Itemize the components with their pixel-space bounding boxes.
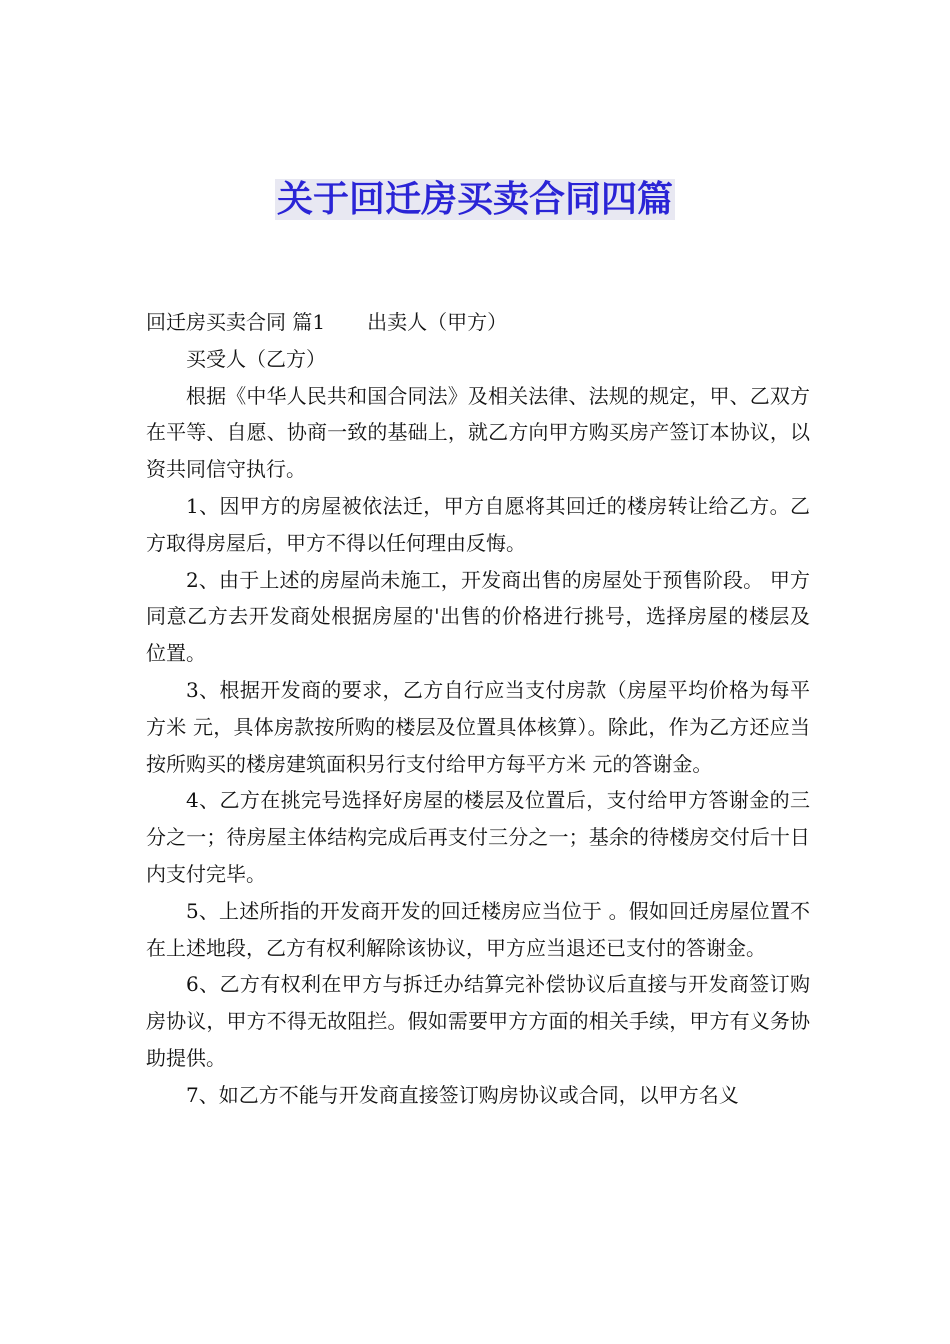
- clause-1: 1、因甲方的房屋被依法迁，甲方自愿将其回迁的楼房转让给乙方。乙方取得房屋后，甲方不得以任何理由反悔。: [146, 493, 810, 555]
- section-heading: 回迁房买卖合同 篇1: [146, 310, 326, 334]
- clause-4: 4、乙方在挑完号选择好房屋的楼层及位置后，支付给甲方答谢金的三分之一；待房屋主体结构完成后再支付三分之一；基余的待楼房交付后十日内支付完毕。: [146, 788, 810, 886]
- clause-5: 5、上述所指的开发商开发的回迁楼房应当位于 。假如回迁房屋位置不在上述地段，乙方有权利解除该协议，甲方应当退还已支付的答谢金。: [146, 898, 810, 960]
- document-title-text: 关于回迁房买卖合同四篇: [276, 179, 673, 220]
- buyer-label: 买受人（乙方）: [186, 346, 326, 371]
- section-heading-line: [146, 304, 810, 341]
- document-body: [146, 304, 810, 1114]
- seller-label: 出卖人（甲方）: [367, 310, 508, 334]
- clause-3: 3、根据开发商的要求，乙方自行应当支付房款（房屋平均价格为每平方米 元，具体房款按所购的楼层及位置具体核算）。除此，作为乙方还应当按所购买的楼房建筑面积另行支付给甲方每平方米 元的答谢金。: [146, 677, 810, 776]
- document-title: [0, 178, 950, 222]
- clause-6: 6、乙方有权利在甲方与拆迁办结算完补偿协议后直接与开发商签订购房协议，甲方不得无故阻拦。假如需要甲方方面的相关手续，甲方有义务协助提供。: [146, 972, 810, 1070]
- clause-7: 7、如乙方不能与开发商直接签订购房协议或合同，以甲方名义: [186, 1082, 739, 1107]
- clause-2: 2、由于上述的房屋尚未施工，开发商出售的房屋处于预售阶段。 甲方同意乙方去开发商处根据房屋的'出售的价格进行挑号，选择房屋的楼层及位置。: [146, 567, 810, 666]
- paragraph-intro: 根据《中华人民共和国合同法》及相关法律、法规的规定，甲、乙双方在平等、自愿、协商一致的基础上，就乙方向甲方购买房产签订本协议，以资共同信守执行。: [146, 383, 810, 482]
